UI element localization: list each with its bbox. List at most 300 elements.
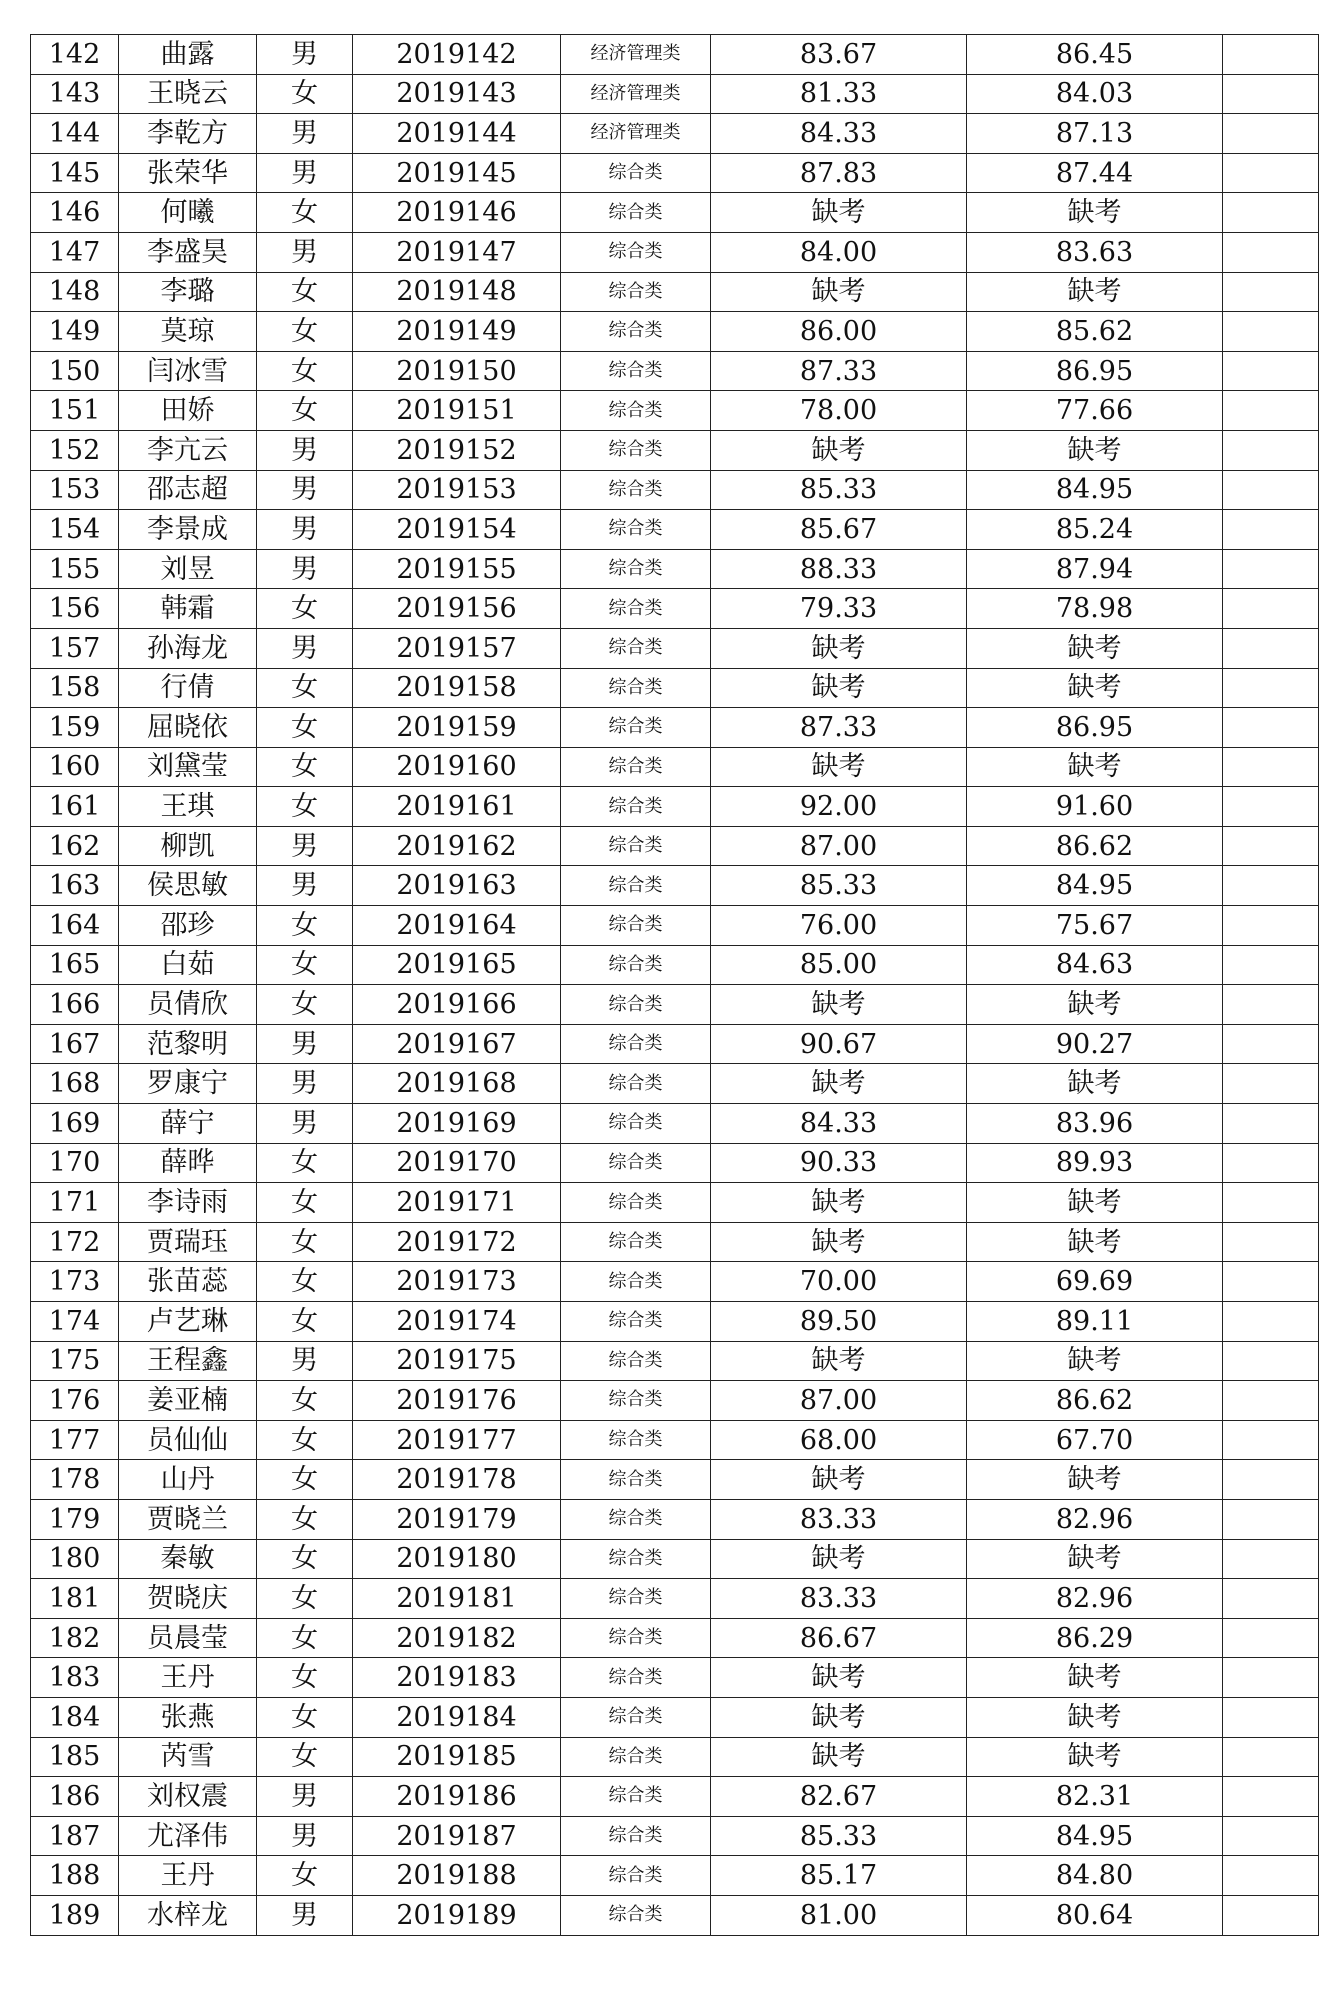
written-score-cell: 85.33 — [711, 470, 967, 510]
name-cell: 刘权震 — [119, 1777, 257, 1817]
seq-cell: 158 — [31, 668, 119, 708]
exam-id-cell: 2019160 — [353, 747, 561, 787]
table-row — [31, 1499, 1319, 1539]
category-cell: 综合类 — [561, 866, 711, 906]
table-row — [31, 1222, 1319, 1262]
remark-cell — [1223, 114, 1319, 154]
seq-cell: 166 — [31, 985, 119, 1025]
gender-cell: 男 — [257, 1895, 353, 1935]
final-score-cell: 缺考 — [967, 272, 1223, 312]
final-score-cell: 91.60 — [967, 787, 1223, 827]
remark-cell — [1223, 1381, 1319, 1421]
table-row — [31, 1697, 1319, 1737]
written-score-cell: 缺考 — [711, 985, 967, 1025]
table-row — [31, 1183, 1319, 1223]
table-row — [31, 549, 1319, 589]
name-cell: 秦敏 — [119, 1539, 257, 1579]
written-score-cell: 缺考 — [711, 430, 967, 470]
exam-id-cell: 2019181 — [353, 1579, 561, 1619]
category-cell: 综合类 — [561, 747, 711, 787]
table-row — [31, 985, 1319, 1025]
written-score-cell: 缺考 — [711, 1222, 967, 1262]
remark-cell — [1223, 826, 1319, 866]
exam-id-cell: 2019178 — [353, 1460, 561, 1500]
remark-cell — [1223, 351, 1319, 391]
category-cell: 综合类 — [561, 1856, 711, 1896]
exam-id-cell: 2019188 — [353, 1856, 561, 1896]
name-cell: 罗康宁 — [119, 1064, 257, 1104]
category-cell: 综合类 — [561, 1658, 711, 1698]
written-score-cell: 90.67 — [711, 1024, 967, 1064]
remark-cell — [1223, 1539, 1319, 1579]
table-row — [31, 826, 1319, 866]
remark-cell — [1223, 1064, 1319, 1104]
written-score-cell: 缺考 — [711, 1183, 967, 1223]
category-cell: 综合类 — [561, 1302, 711, 1342]
category-cell: 综合类 — [561, 708, 711, 748]
final-score-cell: 69.69 — [967, 1262, 1223, 1302]
name-cell: 李盛昊 — [119, 232, 257, 272]
seq-cell: 189 — [31, 1895, 119, 1935]
table-row — [31, 470, 1319, 510]
name-cell: 莫琼 — [119, 312, 257, 352]
gender-cell: 男 — [257, 549, 353, 589]
category-cell: 综合类 — [561, 153, 711, 193]
written-score-cell: 84.33 — [711, 114, 967, 154]
written-score-cell: 82.67 — [711, 1777, 967, 1817]
remark-cell — [1223, 1104, 1319, 1144]
seq-cell: 179 — [31, 1499, 119, 1539]
remark-cell — [1223, 985, 1319, 1025]
table-row — [31, 1143, 1319, 1183]
final-score-cell: 缺考 — [967, 1737, 1223, 1777]
exam-id-cell: 2019144 — [353, 114, 561, 154]
category-cell: 综合类 — [561, 1341, 711, 1381]
remark-cell — [1223, 391, 1319, 431]
final-score-cell: 82.96 — [967, 1499, 1223, 1539]
final-score-cell: 83.96 — [967, 1104, 1223, 1144]
gender-cell: 男 — [257, 510, 353, 550]
exam-id-cell: 2019152 — [353, 430, 561, 470]
table-row — [31, 1302, 1319, 1342]
table-row — [31, 747, 1319, 787]
final-score-cell: 缺考 — [967, 1341, 1223, 1381]
table-row — [31, 272, 1319, 312]
written-score-cell: 87.00 — [711, 826, 967, 866]
final-score-cell: 86.45 — [967, 35, 1223, 75]
table-row — [31, 1816, 1319, 1856]
category-cell: 综合类 — [561, 668, 711, 708]
seq-cell: 178 — [31, 1460, 119, 1500]
name-cell: 白茹 — [119, 945, 257, 985]
seq-cell: 181 — [31, 1579, 119, 1619]
seq-cell: 163 — [31, 866, 119, 906]
exam-id-cell: 2019146 — [353, 193, 561, 233]
written-score-cell: 84.33 — [711, 1104, 967, 1144]
category-cell: 综合类 — [561, 985, 711, 1025]
exam-id-cell: 2019172 — [353, 1222, 561, 1262]
final-score-cell: 84.95 — [967, 866, 1223, 906]
exam-id-cell: 2019185 — [353, 1737, 561, 1777]
name-cell: 王晓云 — [119, 74, 257, 114]
name-cell: 姜亚楠 — [119, 1381, 257, 1421]
exam-id-cell: 2019184 — [353, 1697, 561, 1737]
table-row — [31, 1539, 1319, 1579]
category-cell: 综合类 — [561, 906, 711, 946]
remark-cell — [1223, 1618, 1319, 1658]
name-cell: 刘昱 — [119, 549, 257, 589]
exam-id-cell: 2019162 — [353, 826, 561, 866]
final-score-cell: 86.62 — [967, 826, 1223, 866]
final-score-cell: 缺考 — [967, 1064, 1223, 1104]
remark-cell — [1223, 1697, 1319, 1737]
category-cell: 综合类 — [561, 1737, 711, 1777]
final-score-cell: 缺考 — [967, 668, 1223, 708]
seq-cell: 180 — [31, 1539, 119, 1579]
table-row — [31, 74, 1319, 114]
category-cell: 经济管理类 — [561, 35, 711, 75]
final-score-cell: 84.80 — [967, 1856, 1223, 1896]
remark-cell — [1223, 708, 1319, 748]
name-cell: 屈晓依 — [119, 708, 257, 748]
name-cell: 王程鑫 — [119, 1341, 257, 1381]
final-score-cell: 缺考 — [967, 1183, 1223, 1223]
gender-cell: 女 — [257, 787, 353, 827]
final-score-cell: 缺考 — [967, 1460, 1223, 1500]
gender-cell: 女 — [257, 193, 353, 233]
seq-cell: 170 — [31, 1143, 119, 1183]
seq-cell: 186 — [31, 1777, 119, 1817]
name-cell: 王丹 — [119, 1856, 257, 1896]
written-score-cell: 83.33 — [711, 1579, 967, 1619]
score-table — [30, 34, 1319, 1936]
table-row — [31, 1658, 1319, 1698]
category-cell: 综合类 — [561, 391, 711, 431]
exam-id-cell: 2019153 — [353, 470, 561, 510]
written-score-cell: 89.50 — [711, 1302, 967, 1342]
name-cell: 卢艺琳 — [119, 1302, 257, 1342]
category-cell: 综合类 — [561, 1420, 711, 1460]
remark-cell — [1223, 430, 1319, 470]
written-score-cell: 79.33 — [711, 589, 967, 629]
category-cell: 综合类 — [561, 1697, 711, 1737]
seq-cell: 175 — [31, 1341, 119, 1381]
seq-cell: 176 — [31, 1381, 119, 1421]
gender-cell: 男 — [257, 628, 353, 668]
gender-cell: 女 — [257, 312, 353, 352]
remark-cell — [1223, 1341, 1319, 1381]
final-score-cell: 86.95 — [967, 708, 1223, 748]
exam-id-cell: 2019167 — [353, 1024, 561, 1064]
name-cell: 韩霜 — [119, 589, 257, 629]
seq-cell: 183 — [31, 1658, 119, 1698]
gender-cell: 女 — [257, 668, 353, 708]
seq-cell: 167 — [31, 1024, 119, 1064]
name-cell: 李璐 — [119, 272, 257, 312]
seq-cell: 174 — [31, 1302, 119, 1342]
remark-cell — [1223, 787, 1319, 827]
final-score-cell: 缺考 — [967, 430, 1223, 470]
table-row — [31, 628, 1319, 668]
gender-cell: 女 — [257, 1381, 353, 1421]
category-cell: 经济管理类 — [561, 74, 711, 114]
final-score-cell: 缺考 — [967, 985, 1223, 1025]
category-cell: 综合类 — [561, 430, 711, 470]
written-score-cell: 85.00 — [711, 945, 967, 985]
category-cell: 综合类 — [561, 1579, 711, 1619]
name-cell: 贾瑞珏 — [119, 1222, 257, 1262]
exam-id-cell: 2019174 — [353, 1302, 561, 1342]
category-cell: 综合类 — [561, 1104, 711, 1144]
category-cell: 综合类 — [561, 826, 711, 866]
table-row — [31, 391, 1319, 431]
exam-id-cell: 2019182 — [353, 1618, 561, 1658]
category-cell: 综合类 — [561, 1222, 711, 1262]
category-cell: 综合类 — [561, 1539, 711, 1579]
gender-cell: 男 — [257, 866, 353, 906]
category-cell: 综合类 — [561, 510, 711, 550]
gender-cell: 男 — [257, 470, 353, 510]
written-score-cell: 缺考 — [711, 747, 967, 787]
written-score-cell: 87.00 — [711, 1381, 967, 1421]
exam-id-cell: 2019148 — [353, 272, 561, 312]
table-row — [31, 866, 1319, 906]
table-row — [31, 1856, 1319, 1896]
table-row — [31, 232, 1319, 272]
exam-id-cell: 2019142 — [353, 35, 561, 75]
remark-cell — [1223, 1460, 1319, 1500]
category-cell: 综合类 — [561, 272, 711, 312]
remark-cell — [1223, 1262, 1319, 1302]
seq-cell: 149 — [31, 312, 119, 352]
gender-cell: 女 — [257, 272, 353, 312]
final-score-cell: 84.03 — [967, 74, 1223, 114]
table-row — [31, 589, 1319, 629]
name-cell: 王丹 — [119, 1658, 257, 1698]
name-cell: 田娇 — [119, 391, 257, 431]
category-cell: 综合类 — [561, 1777, 711, 1817]
table-row — [31, 1064, 1319, 1104]
final-score-cell: 缺考 — [967, 1658, 1223, 1698]
name-cell: 闫冰雪 — [119, 351, 257, 391]
final-score-cell: 89.93 — [967, 1143, 1223, 1183]
remark-cell — [1223, 1895, 1319, 1935]
gender-cell: 女 — [257, 1856, 353, 1896]
written-score-cell: 78.00 — [711, 391, 967, 431]
gender-cell: 女 — [257, 708, 353, 748]
final-score-cell: 缺考 — [967, 1697, 1223, 1737]
final-score-cell: 87.44 — [967, 153, 1223, 193]
seq-cell: 156 — [31, 589, 119, 629]
exam-id-cell: 2019175 — [353, 1341, 561, 1381]
exam-id-cell: 2019158 — [353, 668, 561, 708]
gender-cell: 女 — [257, 1183, 353, 1223]
seq-cell: 168 — [31, 1064, 119, 1104]
gender-cell: 男 — [257, 232, 353, 272]
seq-cell: 146 — [31, 193, 119, 233]
remark-cell — [1223, 1499, 1319, 1539]
remark-cell — [1223, 193, 1319, 233]
table-row — [31, 787, 1319, 827]
written-score-cell: 90.33 — [711, 1143, 967, 1183]
name-cell: 山丹 — [119, 1460, 257, 1500]
seq-cell: 151 — [31, 391, 119, 431]
name-cell: 李诗雨 — [119, 1183, 257, 1223]
final-score-cell: 84.95 — [967, 470, 1223, 510]
seq-cell: 147 — [31, 232, 119, 272]
written-score-cell: 81.00 — [711, 1895, 967, 1935]
category-cell: 综合类 — [561, 549, 711, 589]
gender-cell: 男 — [257, 826, 353, 866]
name-cell: 张苗蕊 — [119, 1262, 257, 1302]
remark-cell — [1223, 153, 1319, 193]
written-score-cell: 85.67 — [711, 510, 967, 550]
category-cell: 综合类 — [561, 1499, 711, 1539]
exam-id-cell: 2019151 — [353, 391, 561, 431]
final-score-cell: 缺考 — [967, 747, 1223, 787]
written-score-cell: 缺考 — [711, 1658, 967, 1698]
gender-cell: 女 — [257, 1143, 353, 1183]
table-row — [31, 35, 1319, 75]
name-cell: 张燕 — [119, 1697, 257, 1737]
table-row — [31, 1024, 1319, 1064]
remark-cell — [1223, 1143, 1319, 1183]
exam-id-cell: 2019179 — [353, 1499, 561, 1539]
gender-cell: 女 — [257, 945, 353, 985]
exam-id-cell: 2019180 — [353, 1539, 561, 1579]
table-row — [31, 1579, 1319, 1619]
written-score-cell: 84.00 — [711, 232, 967, 272]
name-cell: 李亢云 — [119, 430, 257, 470]
seq-cell: 172 — [31, 1222, 119, 1262]
final-score-cell: 缺考 — [967, 628, 1223, 668]
remark-cell — [1223, 945, 1319, 985]
final-score-cell: 89.11 — [967, 1302, 1223, 1342]
exam-id-cell: 2019176 — [353, 1381, 561, 1421]
table-row — [31, 193, 1319, 233]
final-score-cell: 缺考 — [967, 1222, 1223, 1262]
gender-cell: 男 — [257, 1064, 353, 1104]
name-cell: 行倩 — [119, 668, 257, 708]
gender-cell: 女 — [257, 906, 353, 946]
name-cell: 孙海龙 — [119, 628, 257, 668]
gender-cell: 女 — [257, 1737, 353, 1777]
remark-cell — [1223, 470, 1319, 510]
name-cell: 曲露 — [119, 35, 257, 75]
remark-cell — [1223, 312, 1319, 352]
name-cell: 邵志超 — [119, 470, 257, 510]
category-cell: 综合类 — [561, 1618, 711, 1658]
seq-cell: 185 — [31, 1737, 119, 1777]
name-cell: 薛宁 — [119, 1104, 257, 1144]
remark-cell — [1223, 74, 1319, 114]
final-score-cell: 86.62 — [967, 1381, 1223, 1421]
category-cell: 综合类 — [561, 1816, 711, 1856]
category-cell: 综合类 — [561, 1460, 711, 1500]
exam-id-cell: 2019156 — [353, 589, 561, 629]
table-row — [31, 906, 1319, 946]
seq-cell: 142 — [31, 35, 119, 75]
name-cell: 柳凯 — [119, 826, 257, 866]
exam-id-cell: 2019187 — [353, 1816, 561, 1856]
written-score-cell: 83.33 — [711, 1499, 967, 1539]
written-score-cell: 缺考 — [711, 1460, 967, 1500]
written-score-cell: 83.67 — [711, 35, 967, 75]
gender-cell: 男 — [257, 35, 353, 75]
written-score-cell: 缺考 — [711, 628, 967, 668]
table-row — [31, 1104, 1319, 1144]
gender-cell: 女 — [257, 589, 353, 629]
seq-cell: 157 — [31, 628, 119, 668]
seq-cell: 173 — [31, 1262, 119, 1302]
table-row — [31, 510, 1319, 550]
final-score-cell: 86.29 — [967, 1618, 1223, 1658]
gender-cell: 男 — [257, 1104, 353, 1144]
category-cell: 综合类 — [561, 1183, 711, 1223]
exam-id-cell: 2019186 — [353, 1777, 561, 1817]
table-row — [31, 668, 1319, 708]
name-cell: 刘黛莹 — [119, 747, 257, 787]
remark-cell — [1223, 1816, 1319, 1856]
written-score-cell: 85.17 — [711, 1856, 967, 1896]
gender-cell: 女 — [257, 351, 353, 391]
gender-cell: 女 — [257, 1618, 353, 1658]
remark-cell — [1223, 589, 1319, 629]
written-score-cell: 缺考 — [711, 193, 967, 233]
seq-cell: 152 — [31, 430, 119, 470]
table-row — [31, 1460, 1319, 1500]
exam-id-cell: 2019168 — [353, 1064, 561, 1104]
category-cell: 综合类 — [561, 628, 711, 668]
name-cell: 水梓龙 — [119, 1895, 257, 1935]
name-cell: 员倩欣 — [119, 985, 257, 1025]
category-cell: 综合类 — [561, 1895, 711, 1935]
written-score-cell: 缺考 — [711, 668, 967, 708]
written-score-cell: 87.83 — [711, 153, 967, 193]
exam-id-cell: 2019157 — [353, 628, 561, 668]
remark-cell — [1223, 668, 1319, 708]
exam-id-cell: 2019165 — [353, 945, 561, 985]
seq-cell: 188 — [31, 1856, 119, 1896]
exam-id-cell: 2019149 — [353, 312, 561, 352]
written-score-cell: 缺考 — [711, 1539, 967, 1579]
seq-cell: 143 — [31, 74, 119, 114]
name-cell: 贺晓庆 — [119, 1579, 257, 1619]
written-score-cell: 缺考 — [711, 1697, 967, 1737]
table-row — [31, 1618, 1319, 1658]
table-row — [31, 312, 1319, 352]
name-cell: 薛晔 — [119, 1143, 257, 1183]
final-score-cell: 缺考 — [967, 193, 1223, 233]
remark-cell — [1223, 1658, 1319, 1698]
table-row — [31, 1895, 1319, 1935]
score-table-body — [31, 35, 1319, 1936]
gender-cell: 女 — [257, 1658, 353, 1698]
remark-cell — [1223, 1183, 1319, 1223]
remark-cell — [1223, 272, 1319, 312]
seq-cell: 145 — [31, 153, 119, 193]
final-score-cell: 90.27 — [967, 1024, 1223, 1064]
table-row — [31, 351, 1319, 391]
category-cell: 综合类 — [561, 193, 711, 233]
final-score-cell: 80.64 — [967, 1895, 1223, 1935]
gender-cell: 女 — [257, 1539, 353, 1579]
final-score-cell: 78.98 — [967, 589, 1223, 629]
final-score-cell: 87.13 — [967, 114, 1223, 154]
written-score-cell: 88.33 — [711, 549, 967, 589]
category-cell: 综合类 — [561, 1143, 711, 1183]
remark-cell — [1223, 1856, 1319, 1896]
